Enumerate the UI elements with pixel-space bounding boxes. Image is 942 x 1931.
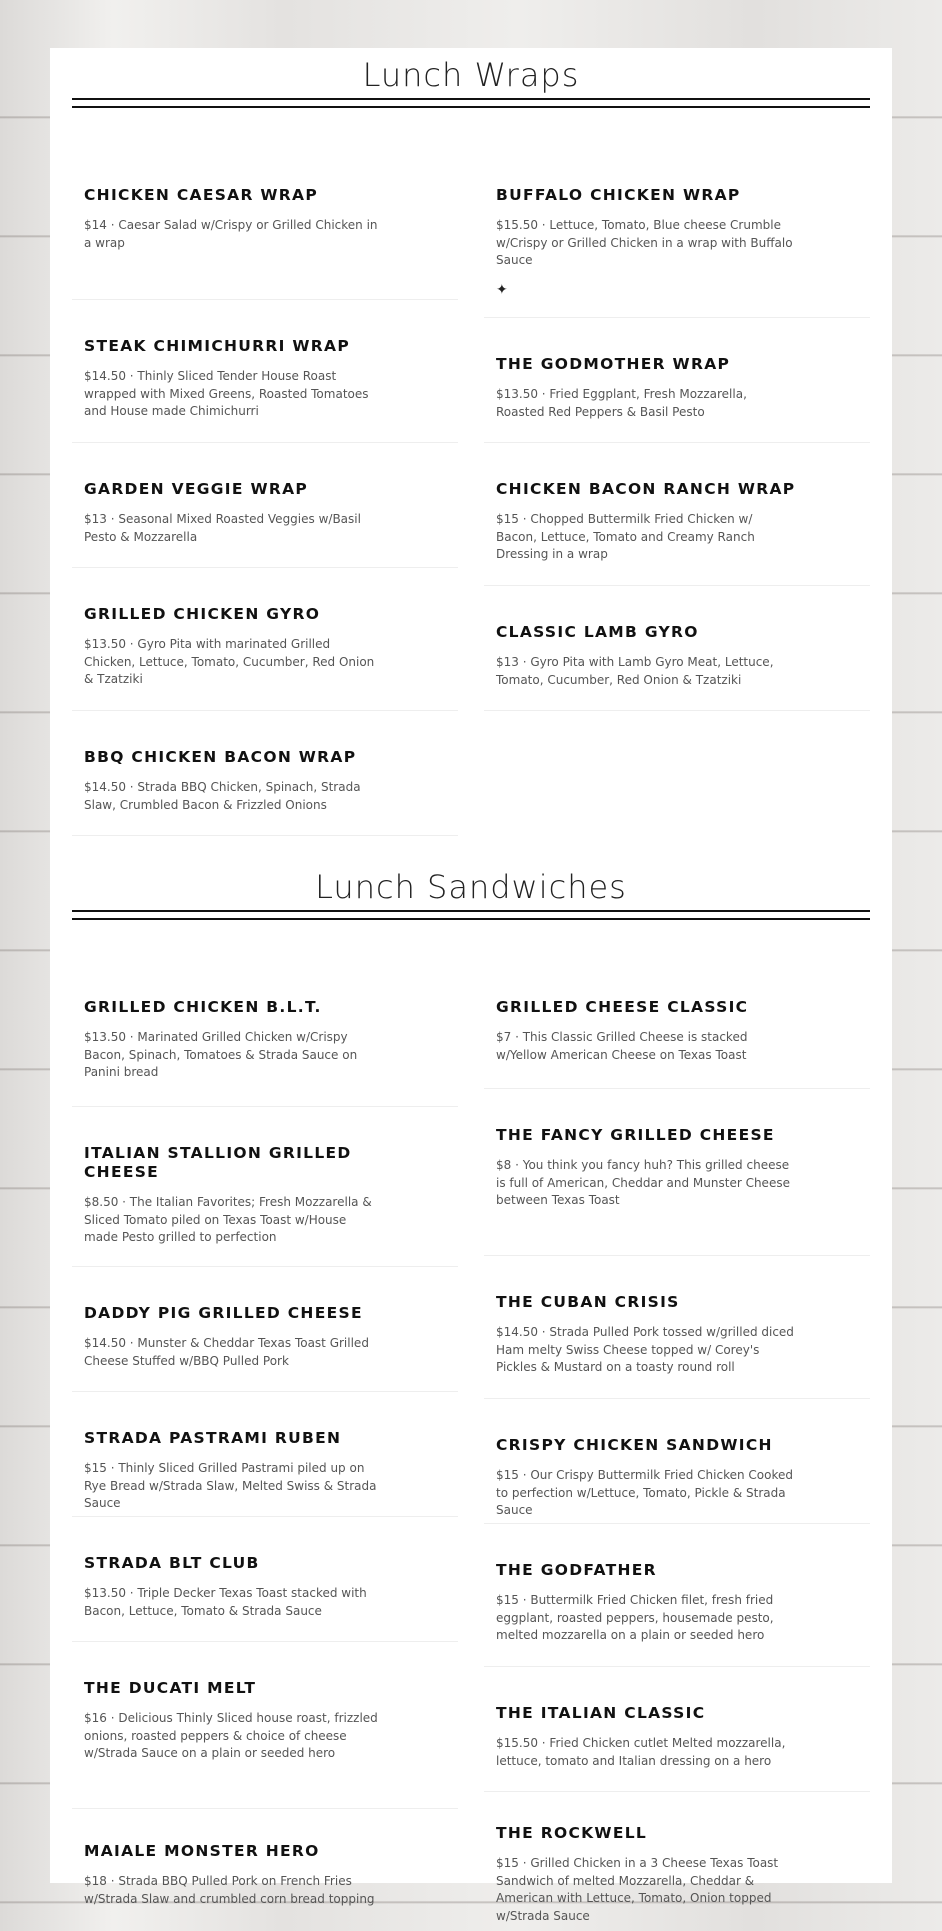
item-description: $14.50 · Thinly Sliced Tender House Roast wrapped with Mixed Greens, Roasted Tomatoes and House made Chimichurri: [84, 369, 369, 418]
item-name: STRADA PASTRAMI RUBEN: [84, 1429, 342, 1447]
item-description: $14.50 · Strada BBQ Chicken, Spinach, Strada Slaw, Crumbled Bacon & Frizzled Onions: [84, 780, 361, 812]
menu-item: [484, 1255, 870, 1399]
item-name: THE FANCY GRILLED CHEESE: [496, 1126, 775, 1144]
menu-item: [72, 134, 458, 300]
item-name: THE ROCKWELL: [496, 1824, 648, 1842]
item-name: BBQ CHICKEN BACON WRAP: [84, 748, 357, 766]
item-description: $13 · Gyro Pita with Lamb Gyro Meat, Lettuce, Tomato, Cucumber, Red Onion & Tzatziki: [496, 655, 774, 687]
item-name: THE CUBAN CRISIS: [496, 1293, 680, 1311]
item-name: CHICKEN CAESAR WRAP: [84, 186, 318, 204]
menu-item: [484, 1791, 870, 1923]
item-name: CRISPY CHICKEN SANDWICH: [496, 1436, 773, 1454]
item-description: $16 · Delicious Thinly Sliced house roast, frizzled onions, roasted peppers & choice of cheese w/Strada Sauce on a plain or seeded hero: [84, 1711, 378, 1760]
item-description: $13.50 · Fried Eggplant, Fresh Mozzarella, Roasted Red Peppers & Basil Pesto: [496, 387, 747, 419]
menu-item: [484, 1666, 870, 1792]
item-name: GRILLED CHEESE CLASSIC: [496, 998, 749, 1016]
sandwiches-section-title: Lunch Sandwiches: [315, 868, 627, 906]
menu-item: [484, 442, 870, 586]
menu-item: [72, 1516, 458, 1642]
item-description: $18 · Strada BBQ Pulled Pork on French Fries w/Strada Slaw and crumbled corn bread topping: [84, 1874, 375, 1906]
wraps-title-rule: [72, 98, 870, 108]
menu-item: [72, 1391, 458, 1517]
item-name: THE DUCATI MELT: [84, 1679, 257, 1697]
menu-item: [72, 1106, 458, 1267]
item-description: $15.50 · Fried Chicken cutlet Melted mozzarella, lettuce, tomato and Italian dressing on a hero: [496, 1736, 786, 1768]
menu-item: [72, 1266, 458, 1392]
item-description: $15 · Our Crispy Buttermilk Fried Chicken Cooked to perfection w/Lettuce, Tomato, Pickle & Strada Sauce: [496, 1468, 793, 1517]
item-description: $13.50 · Triple Decker Texas Toast stacked with Bacon, Lettuce, Tomato & Strada Sauce: [84, 1586, 367, 1618]
menu-item: [72, 1641, 458, 1809]
pepper-icon: ✦: [496, 282, 508, 298]
item-description: $7 · This Classic Grilled Cheese is stacked w/Yellow American Cheese on Texas Toast: [496, 1030, 748, 1062]
item-name: GRILLED CHICKEN B.L.T.: [84, 998, 322, 1016]
item-description: $8 · You think you fancy huh? This grilled cheese is full of American, Cheddar and Munster Cheese between Texas Toast: [496, 1158, 790, 1207]
item-description: $15 · Grilled Chicken in a 3 Cheese Texas Toast Sandwich of melted Mozzarella, Cheddar & American with Lettuce, Tomato, Onion topped w/Strada Sauce: [496, 1856, 779, 1923]
menu-item: [72, 299, 458, 443]
item-name: CLASSIC LAMB GYRO: [496, 623, 699, 641]
menu-item: [72, 567, 458, 711]
menu-item: [484, 1088, 870, 1256]
menu-sheet: [50, 48, 892, 1923]
menu-item: [72, 946, 458, 1107]
menu-item: [484, 317, 870, 443]
menu-item: [484, 585, 870, 711]
item-description: $14 · Caesar Salad w/Crispy or Grilled Chicken in a wrap: [84, 218, 378, 250]
item-description: $13.50 · Gyro Pita with marinated Grilled Chicken, Lettuce, Tomato, Cucumber, Red Onion & Tzatziki: [84, 637, 375, 686]
item-name: STEAK CHIMICHURRI WRAP: [84, 337, 350, 355]
item-name: THE GODMOTHER WRAP: [496, 355, 731, 373]
menu-item: [484, 946, 870, 1089]
item-name: GARDEN VEGGIE WRAP: [84, 480, 309, 498]
sandwiches-title-rule: [72, 910, 870, 920]
wraps-section-title: Lunch Wraps: [362, 56, 580, 94]
item-name: STRADA BLT CLUB: [84, 1554, 260, 1572]
item-description: $14.50 · Strada Pulled Pork tossed w/grilled diced Ham melty Swiss Cheese topped w/ Corey's Pickles & Mustard on a toasty round roll: [496, 1325, 794, 1374]
item-name: DADDY PIG GRILLED CHEESE: [84, 1304, 363, 1322]
item-description: $14.50 · Munster & Cheddar Texas Toast Grilled Cheese Stuffed w/BBQ Pulled Pork: [84, 1336, 369, 1368]
menu-item: [484, 1398, 870, 1524]
item-description: $15.50 · Lettuce, Tomato, Blue cheese Crumble w/Crispy or Grilled Chicken in a wrap with Buffalo Sauce: [496, 218, 793, 267]
menu-item: [72, 442, 458, 568]
item-name: GRILLED CHICKEN GYRO: [84, 605, 321, 623]
menu-item: [72, 1808, 458, 1906]
item-description: $15 · Thinly Sliced Grilled Pastrami piled up on Rye Bread w/Strada Slaw, Melted Swiss & Strada Sauce: [84, 1461, 377, 1510]
item-name: MAIALE MONSTER HERO: [84, 1842, 320, 1860]
item-description: $15 · Chopped Buttermilk Fried Chicken w/ Bacon, Lettuce, Tomato and Creamy Ranch Dressing in a wrap: [496, 512, 755, 561]
item-name: ITALIAN STALLION GRILLED CHEESE: [84, 1144, 352, 1181]
menu-item: [72, 710, 458, 836]
menu-item: [484, 134, 870, 318]
item-description: $15 · Buttermilk Fried Chicken filet, fresh fried eggplant, roasted peppers, housemade pesto, melted mozzarella on a plain or seeded hero: [496, 1593, 774, 1642]
item-description: $13.50 · Marinated Grilled Chicken w/Crispy Bacon, Spinach, Tomatoes & Strada Sauce on Panini bread: [84, 1030, 358, 1079]
menu-item: [484, 1523, 870, 1667]
item-name: BUFFALO CHICKEN WRAP: [496, 186, 741, 204]
item-description: $13 · Seasonal Mixed Roasted Veggies w/Basil Pesto & Mozzarella: [84, 512, 361, 544]
item-name: THE ITALIAN CLASSIC: [496, 1704, 706, 1722]
item-name: THE GODFATHER: [496, 1561, 657, 1579]
item-name: CHICKEN BACON RANCH WRAP: [496, 480, 796, 498]
item-description: $8.50 · The Italian Favorites; Fresh Mozzarella & Sliced Tomato piled on Texas Toast w/House made Pesto grilled to perfection: [84, 1195, 372, 1244]
